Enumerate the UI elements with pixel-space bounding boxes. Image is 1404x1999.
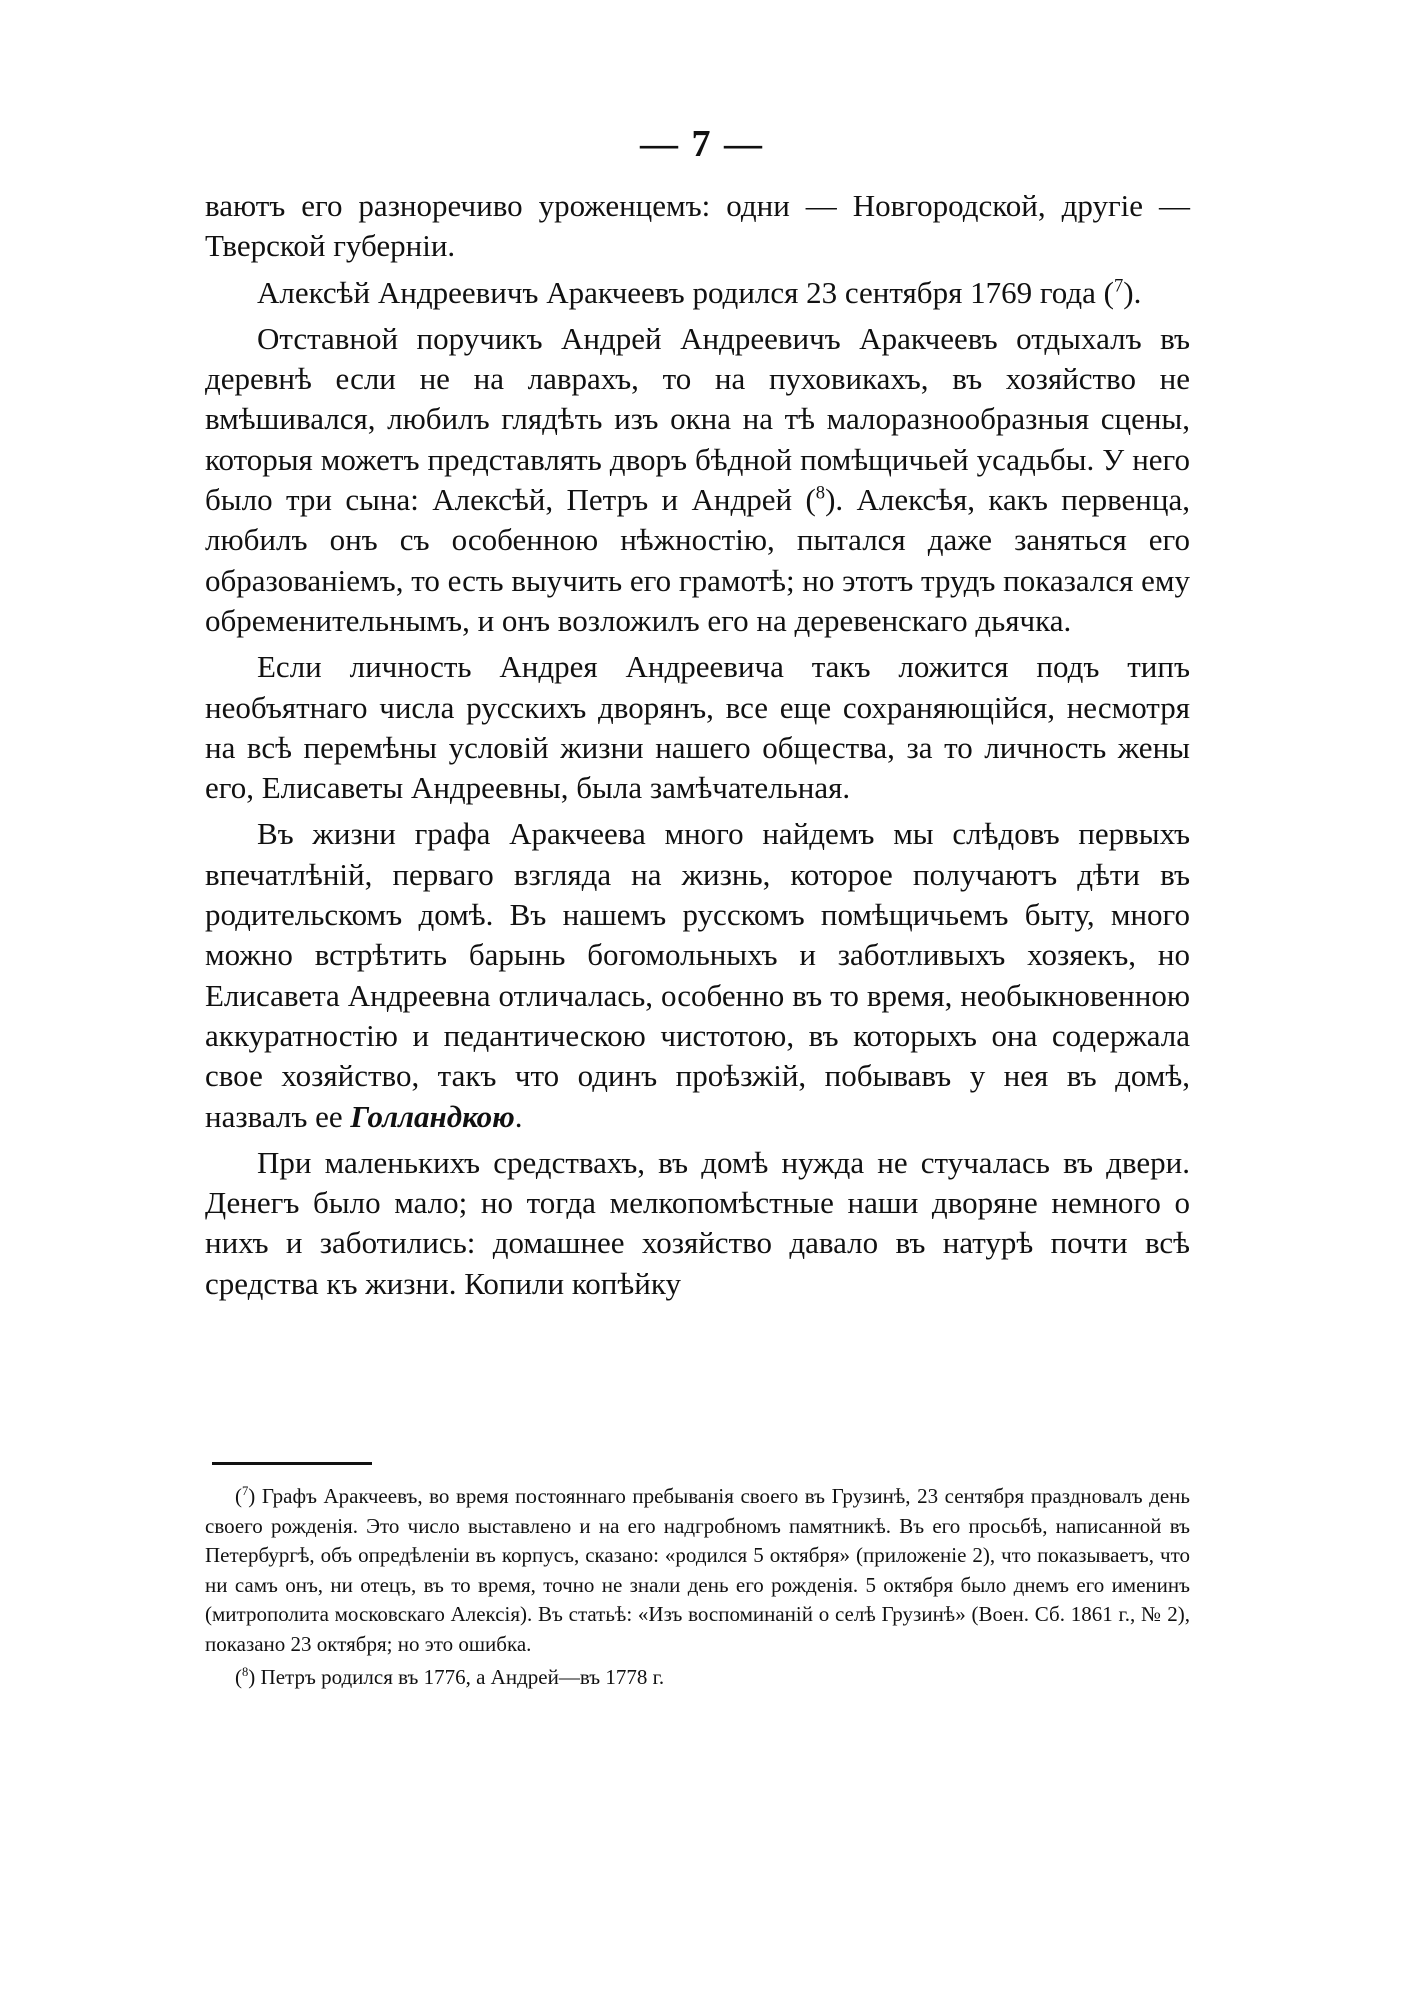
- paragraph-2-end: ).: [1123, 274, 1142, 310]
- paragraph-3: [205, 319, 1190, 641]
- footnote-7: [205, 1482, 1190, 1659]
- footnote-7-mark: 7: [242, 1484, 249, 1498]
- paragraph-1: ваютъ его разноречиво уроженцемъ: одни — Новгородской, другіе — Тверской губерніи.: [205, 188, 1190, 264]
- paragraph-6: При маленькихъ средствахъ, въ домѣ нужда не стучалась въ двери. Денегъ было мало; но тогда мелкопомѣстные наши дворяне немного о нихъ и заботились: домашнее хозяйство давало въ натурѣ почти всѣ средства къ жизни. Копили копѣйку: [205, 1144, 1190, 1301]
- footnote-7-close: ): [248, 1484, 262, 1508]
- footnote-7-text: Графъ Аракчеевъ, во время постояннаго пребыванія своего въ Грузинѣ, 23 сентября праздновалъ день своего рожденія. Это число выставлено и на его надгробномъ памятникѣ. Въ его просьбѣ, написанной въ Петербургѣ, объ опредѣленіи въ корпусъ, сказано: «родился 5 октября» (приложеніе 2), что показываетъ, что ни самъ онъ, ни отецъ, въ то время, точно не знали день его рожденія. 5 октября было днемъ его именинъ (митрополита московскаго Алексія). Въ статьѣ: «Изъ воспоминаній о селѣ Грузинѣ» (Воен. Сб. 1861 г., № 2), показано 23 октября; но это ошибка.: [205, 1484, 1190, 1656]
- paragraph-5-text: Въ жизни графа Аракчеева много найдемъ мы слѣдовъ первыхъ впечатлѣній, перваго взгляда на жизнь, которое получаютъ дѣти въ родительскомъ домѣ. Въ нашемъ русскомъ помѣщичьемъ быту, много можно встрѣтить барынь богомольныхъ и заботливыхъ хозяекъ, но Елисавета Андреевна отличалась, особенно въ то время, необыкновенною аккуратностію и педантическою чистотою, въ которыхъ она содержала свое хозяйство, такъ что одинъ проѣзжій, побывавъ у нея въ домѣ, назвалъ ее: [205, 816, 1190, 1134]
- paragraph-4: Если личность Андрея Андреевича такъ ложится подъ типъ необъятнаго числа русскихъ дворянъ, все еще сохраняющійся, несмотря на всѣ перемѣны условій жизни нашего общества, за то личность жены его, Елисаветы Андреевны, была замѣчательная.: [205, 649, 1190, 806]
- paragraph-2-text: Алексѣй Андреевичъ Аракчеевъ родился 23 сентября 1769 года (: [257, 274, 1114, 310]
- page-number: — 7 —: [640, 123, 764, 165]
- footnote-divider: [212, 1462, 372, 1465]
- paragraph-3-part-a: Отставной поручикъ Андрей Андреевичъ Аракчеевъ отдыхалъ въ деревнѣ если не на лаврахъ, то на пуховикахъ, въ хозяйство не вмѣшивался, любилъ глядѣть изъ окна на тѣ малоразнообразныя сцены, которыя можетъ представлять дворъ бѣдной помѣщичьей усадьбы. У него было три сына: Алексѣй, Петръ и Андрей (: [205, 320, 1190, 518]
- footnote-ref-8: 8: [815, 482, 826, 504]
- paragraph-2: [205, 273, 1190, 313]
- paragraph-3-part-b: ). Алексѣя, какъ первенца, любилъ онъ съ особенною нѣжностію, пытался даже заняться его образованіемъ, то есть выучить его грамотѣ; но этотъ трудъ показался ему обременительнымъ, и онъ возложилъ его на деревенскаго дьячка.: [205, 482, 1190, 638]
- paragraph-5: [205, 814, 1190, 1136]
- footnote-7-open: (: [235, 1484, 242, 1508]
- footnote-ref-7: 7: [1113, 275, 1124, 297]
- footnote-8-mark: 8: [242, 1665, 249, 1679]
- footnotes: [205, 1482, 1190, 1697]
- main-text: [205, 186, 1190, 1310]
- footnote-8: [205, 1663, 1190, 1693]
- footnote-8-text: Петръ родился въ 1776, а Андрей—въ 1778 г.: [260, 1665, 665, 1689]
- paragraph-5-italic-word: Голландкою: [350, 1098, 515, 1134]
- footnote-8-close: ): [248, 1665, 261, 1689]
- footnote-8-open: (: [235, 1665, 242, 1689]
- paragraph-5-end: .: [514, 1098, 523, 1134]
